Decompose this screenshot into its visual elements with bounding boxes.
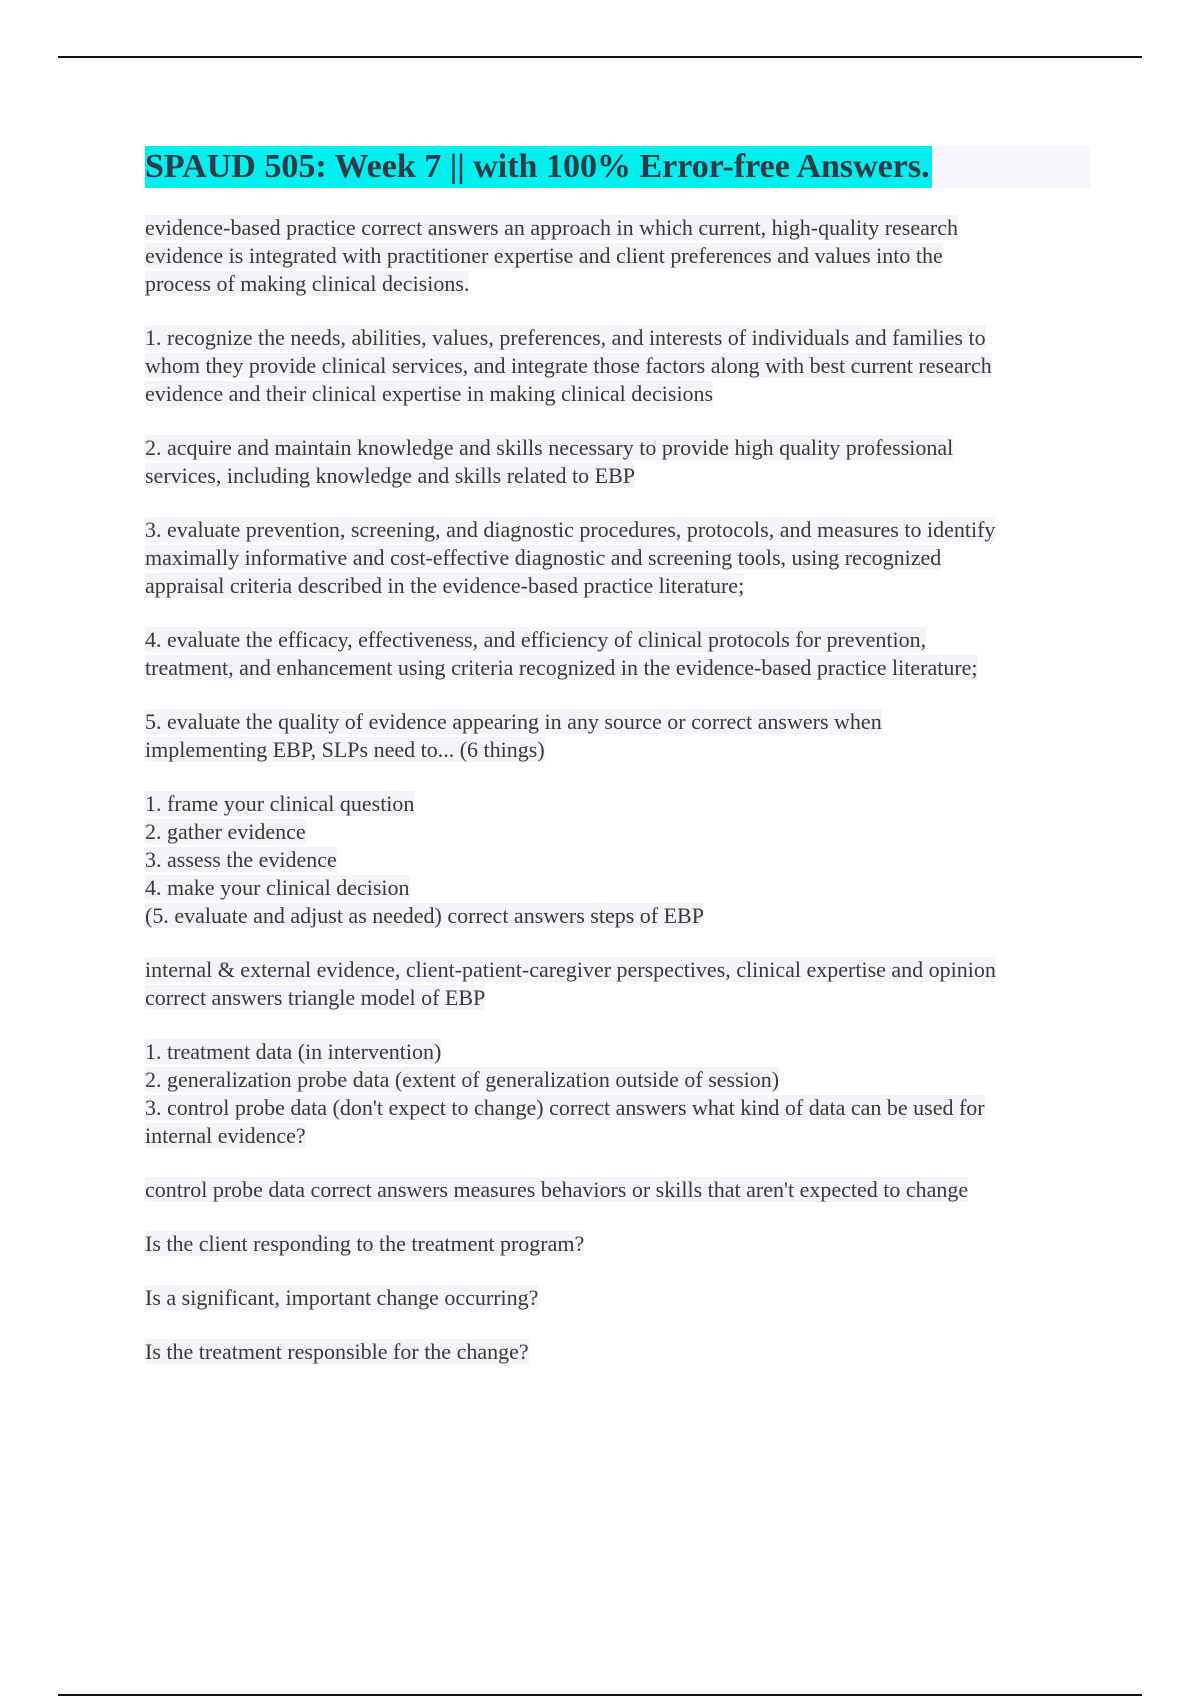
text-line: 4. make your clinical decision (145, 875, 410, 900)
text-line: evidence and their clinical expertise in making clinical decisions (145, 381, 714, 406)
paragraph (145, 214, 1090, 298)
text-line: 1. frame your clinical question (145, 791, 415, 816)
text-line: 4. evaluate the efficacy, effectiveness, and efficiency of clinical protocols for prevention, (145, 627, 927, 652)
paragraph (145, 1284, 1090, 1312)
paragraph (145, 708, 1090, 764)
text-line: 1. treatment data (in intervention) (145, 1039, 442, 1064)
paragraph (145, 324, 1090, 408)
text-line: appraisal criteria described in the evidence-based practice literature; (145, 573, 745, 598)
paragraph (145, 434, 1090, 490)
text-line: correct answers triangle model of EBP (145, 985, 486, 1010)
paragraph (145, 1176, 1090, 1204)
text-line: 2. generalization probe data (extent of generalization outside of session) (145, 1067, 780, 1092)
text-line: evidence-based practice correct answers an approach in which current, high-quality research (145, 215, 958, 240)
text-line: 2. gather evidence (145, 819, 306, 844)
text-line: Is a significant, important change occurring? (145, 1285, 539, 1310)
document-title: SPAUD 505: Week 7 || with 100% Error-free Answers. (145, 146, 932, 188)
text-line: 5. evaluate the quality of evidence appearing in any source or correct answers when (145, 709, 882, 734)
text-line: internal & external evidence, client-patient-caregiver perspectives, clinical expertise and opinion (145, 957, 996, 982)
text-line: treatment, and enhancement using criteria recognized in the evidence-based practice literature; (145, 655, 978, 680)
paragraph-list (145, 214, 1090, 1366)
text-line: Is the client responding to the treatment program? (145, 1231, 585, 1256)
text-line: (5. evaluate and adjust as needed) correct answers steps of EBP (145, 903, 704, 928)
text-line: services, including knowledge and skills related to EBP (145, 463, 636, 488)
paragraph (145, 516, 1090, 600)
text-line: process of making clinical decisions. (145, 271, 470, 296)
paragraph (145, 1230, 1090, 1258)
text-line: implementing EBP, SLPs need to... (6 things) (145, 737, 545, 762)
text-line: 3. control probe data (don't expect to change) correct answers what kind of data can be used for (145, 1095, 985, 1120)
text-line: 1. recognize the needs, abilities, values, preferences, and interests of individuals and families to (145, 325, 986, 350)
text-line: 3. evaluate prevention, screening, and diagnostic procedures, protocols, and measures to identify (145, 517, 996, 542)
text-line: maximally informative and cost-effective diagnostic and screening tools, using recognized (145, 545, 942, 570)
text-line: 2. acquire and maintain knowledge and skills necessary to provide high quality professional (145, 435, 954, 460)
text-line: evidence is integrated with practitioner expertise and client preferences and values into the (145, 243, 943, 268)
bottom-rule (58, 1694, 1142, 1696)
paragraph (145, 626, 1090, 682)
text-line: Is the treatment responsible for the change? (145, 1339, 529, 1364)
paragraph (145, 790, 1090, 930)
title-bar (145, 146, 1090, 188)
text-line: whom they provide clinical services, and integrate those factors along with best current research (145, 353, 992, 378)
text-line: internal evidence? (145, 1123, 306, 1148)
top-rule (58, 56, 1142, 58)
paragraph (145, 956, 1090, 1012)
text-line: 3. assess the evidence (145, 847, 337, 872)
text-line: control probe data correct answers measures behaviors or skills that aren't expected to change (145, 1177, 969, 1202)
paragraph (145, 1338, 1090, 1366)
document-body (145, 146, 1090, 1392)
paragraph (145, 1038, 1090, 1150)
